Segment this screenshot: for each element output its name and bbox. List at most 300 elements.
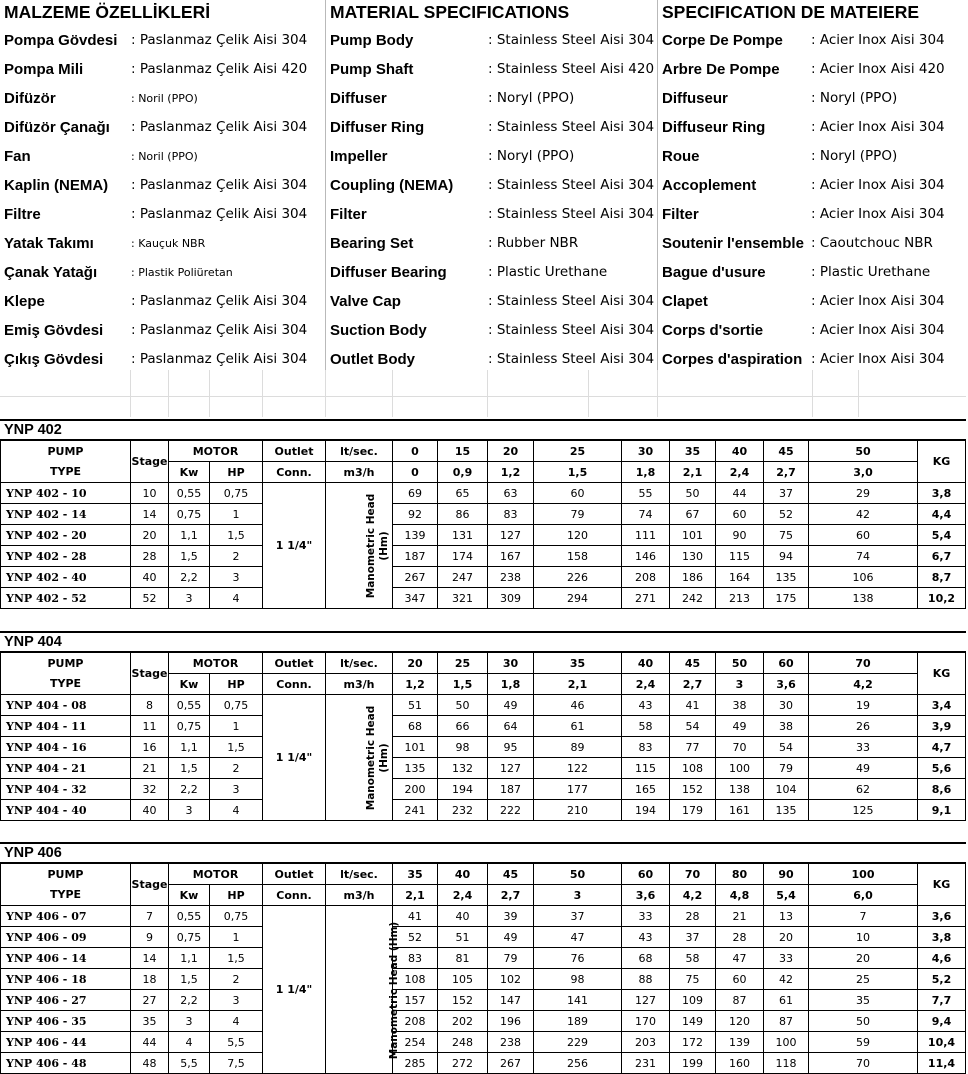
spec-value: : Acier Inox Aisi 304	[811, 177, 945, 193]
head-value: 87	[764, 1011, 809, 1032]
flow-m3h: 2,4	[438, 885, 488, 906]
head-value: 127	[488, 525, 534, 546]
head-value: 170	[622, 1011, 670, 1032]
head-value: 37	[534, 906, 622, 927]
head-value: 179	[670, 800, 716, 821]
pump-type	[1, 695, 131, 716]
manometric-head-label	[326, 483, 393, 609]
flow-m3h: 6,0	[809, 885, 918, 906]
spec-row-fr	[658, 84, 968, 113]
head-value: 60	[809, 525, 918, 546]
spec-label: Corpe De Pompe	[662, 32, 783, 49]
head-value: 69	[393, 483, 438, 504]
head-value: 139	[393, 525, 438, 546]
head-value: 50	[809, 1011, 918, 1032]
pump-model: YNP 402 - 52	[6, 591, 87, 605]
head-value: 54	[764, 737, 809, 758]
flow-m3h: 4,2	[670, 885, 716, 906]
head-value: 267	[488, 1053, 534, 1074]
head-value: 186	[670, 567, 716, 588]
spec-value: : Paslanmaz Çelik Aisi 304	[131, 351, 308, 367]
head-value: 254	[393, 1032, 438, 1053]
header-m3h: m3/h	[326, 674, 393, 695]
motor-kw: 0,55	[169, 906, 210, 927]
pump-model: YNP 402 - 28	[6, 549, 87, 563]
head-value: 203	[622, 1032, 670, 1053]
head-value: 38	[716, 695, 764, 716]
grid-line	[392, 370, 393, 417]
head-value: 187	[393, 546, 438, 567]
table-row	[1, 948, 966, 969]
flow-m3h: 0	[393, 462, 438, 483]
header-type: TYPE	[1, 674, 131, 695]
spec-row-tr	[0, 200, 310, 229]
head-value: 165	[622, 779, 670, 800]
head-value: 238	[488, 1032, 534, 1053]
spec-value: : Plastic Urethane	[811, 264, 931, 280]
head-value: 13	[764, 906, 809, 927]
spec-value: : Paslanmaz Çelik Aisi 304	[131, 32, 308, 48]
spec-label: Filtre	[4, 206, 41, 223]
spec-value: : Acier Inox Aisi 304	[811, 32, 945, 48]
spec-label: Arbre De Pompe	[662, 61, 780, 78]
spec-row-fr	[658, 26, 968, 55]
spec-row-en	[326, 200, 655, 229]
head-value: 222	[488, 800, 534, 821]
table-row	[1, 716, 966, 737]
head-value: 242	[670, 588, 716, 609]
flow-m3h: 4,8	[716, 885, 764, 906]
head-value: 152	[670, 779, 716, 800]
weight-kg: 10,2	[918, 588, 966, 609]
weight-kg: 5,6	[918, 758, 966, 779]
spec-value: : Stainless Steel Aisi 304	[488, 32, 655, 48]
head-label: Manometric Head	[365, 705, 378, 810]
stage-count: 21	[131, 758, 169, 779]
weight-kg: 3,8	[918, 927, 966, 948]
spec-value: : Noril (PPO)	[131, 150, 198, 163]
head-value: 247	[438, 567, 488, 588]
head-value: 108	[670, 758, 716, 779]
head-value: 19	[809, 695, 918, 716]
motor-hp: 3	[210, 990, 263, 1011]
head-value: 74	[809, 546, 918, 567]
head-value: 29	[809, 483, 918, 504]
spec-label: Accoplement	[662, 177, 757, 194]
motor-kw: 2,2	[169, 990, 210, 1011]
head-value: 127	[488, 758, 534, 779]
head-value: 77	[670, 737, 716, 758]
header-lt-sec: lt/sec.	[326, 864, 393, 885]
flow-lt-sec: 20	[393, 653, 438, 674]
empty-grid-area	[0, 370, 966, 417]
head-value: 226	[534, 567, 622, 588]
flow-m3h: 1,2	[393, 674, 438, 695]
stage-count: 8	[131, 695, 169, 716]
head-value: 232	[438, 800, 488, 821]
motor-hp: 1,5	[210, 737, 263, 758]
pump-type	[1, 567, 131, 588]
head-value: 40	[438, 906, 488, 927]
weight-kg: 5,4	[918, 525, 966, 546]
motor-kw: 0,75	[169, 504, 210, 525]
flow-m3h: 3,6	[622, 885, 670, 906]
header-stage: Stage	[131, 653, 169, 695]
spec-value: : Stainless Steel Aisi 304	[488, 293, 655, 309]
head-value: 158	[534, 546, 622, 567]
spec-label: Roue	[662, 148, 700, 165]
pump-model: YNP 402 - 14	[6, 507, 87, 521]
spec-value: : Kauçuk NBR	[131, 237, 206, 250]
flow-m3h: 1,2	[488, 462, 534, 483]
stage-count: 14	[131, 504, 169, 525]
pump-type	[1, 758, 131, 779]
head-value: 347	[393, 588, 438, 609]
manometric-head-label	[326, 906, 401, 1074]
grid-line	[0, 396, 966, 397]
spec-row-fr	[658, 258, 968, 287]
spec-value: : Plastik Poliüretan	[131, 266, 233, 279]
pump-type	[1, 737, 131, 758]
head-value: 33	[764, 948, 809, 969]
stage-count: 27	[131, 990, 169, 1011]
spec-label: Impeller	[330, 148, 388, 165]
flow-m3h: 3,6	[764, 674, 809, 695]
spec-row-en	[326, 171, 655, 200]
spec-row-en	[326, 287, 655, 316]
pump-model: YNP 406 - 07	[6, 909, 87, 923]
head-value: 294	[534, 588, 622, 609]
grid-line	[657, 370, 658, 417]
flow-lt-sec: 90	[764, 864, 809, 885]
spec-value: : Acier Inox Aisi 304	[811, 119, 945, 135]
head-value: 83	[622, 737, 670, 758]
spec-heading-en: MATERIAL SPECIFICATIONS	[330, 2, 570, 22]
head-value: 102	[488, 969, 534, 990]
head-value: 125	[809, 800, 918, 821]
pump-model: YNP 402 - 40	[6, 570, 87, 584]
header-pump: PUMP	[1, 864, 131, 885]
head-value: 20	[764, 927, 809, 948]
header-motor: MOTOR	[169, 653, 263, 674]
head-value: 26	[809, 716, 918, 737]
spec-row-en	[326, 258, 636, 287]
spec-row-en	[326, 84, 636, 113]
spec-row-tr	[0, 26, 310, 55]
stage-count: 18	[131, 969, 169, 990]
head-value: 28	[670, 906, 716, 927]
header-kg: KG	[918, 653, 966, 695]
motor-kw: 3	[169, 800, 210, 821]
flow-m3h: 2,7	[670, 674, 716, 695]
weight-kg: 11,4	[918, 1053, 966, 1074]
pump-type	[1, 779, 131, 800]
head-value: 98	[438, 737, 488, 758]
header-hp: HP	[210, 462, 263, 483]
head-value: 25	[809, 969, 918, 990]
head-value: 20	[809, 948, 918, 969]
spec-heading-fr: SPECIFICATION DE MATEIERE	[662, 2, 920, 22]
spec-value: : Stainless Steel Aisi 420	[488, 61, 655, 77]
motor-kw: 1,5	[169, 969, 210, 990]
flow-m3h: 1,8	[622, 462, 670, 483]
spec-label: Outlet Body	[330, 351, 415, 368]
pump-series-title: YNP 402	[0, 419, 966, 440]
manometric-head-text	[365, 493, 391, 597]
table-row	[1, 758, 966, 779]
flow-m3h: 3	[716, 674, 764, 695]
head-value: 46	[534, 695, 622, 716]
manometric-head-text	[388, 921, 401, 1058]
head-value: 94	[764, 546, 809, 567]
grid-line	[487, 370, 488, 417]
header-type: TYPE	[1, 462, 131, 483]
head-value: 135	[764, 800, 809, 821]
pump-model: YNP 406 - 44	[6, 1035, 87, 1049]
spec-value: : Stainless Steel Aisi 304	[488, 177, 655, 193]
head-value: 79	[764, 758, 809, 779]
flow-m3h: 2,4	[716, 462, 764, 483]
head-value: 101	[393, 737, 438, 758]
head-value: 135	[393, 758, 438, 779]
motor-hp: 3	[210, 567, 263, 588]
spec-row-tr	[0, 171, 310, 200]
head-value: 43	[622, 695, 670, 716]
head-value: 49	[488, 695, 534, 716]
table-row	[1, 969, 966, 990]
head-value: 175	[764, 588, 809, 609]
outlet-conn: 1 1/4"	[263, 695, 326, 821]
head-value: 49	[488, 927, 534, 948]
table-row	[1, 1032, 966, 1053]
spec-value: : Rubber NBR	[488, 235, 579, 251]
head-value: 50	[438, 695, 488, 716]
stage-count: 32	[131, 779, 169, 800]
head-value: 231	[622, 1053, 670, 1074]
head-value: 122	[534, 758, 622, 779]
head-value: 51	[393, 695, 438, 716]
head-value: 37	[670, 927, 716, 948]
table-row	[1, 695, 966, 716]
head-value: 152	[438, 990, 488, 1011]
head-value: 111	[622, 525, 670, 546]
head-value: 42	[809, 504, 918, 525]
weight-kg: 5,2	[918, 969, 966, 990]
head-value: 83	[393, 948, 438, 969]
head-value: 49	[809, 758, 918, 779]
spec-label: Diffuseur Ring	[662, 119, 766, 136]
head-value: 60	[534, 483, 622, 504]
head-value: 241	[393, 800, 438, 821]
flow-lt-sec: 20	[488, 441, 534, 462]
head-value: 54	[670, 716, 716, 737]
motor-hp: 1	[210, 927, 263, 948]
head-value: 58	[670, 948, 716, 969]
spec-value: : Paslanmaz Çelik Aisi 304	[131, 322, 308, 338]
stage-count: 35	[131, 1011, 169, 1032]
grid-line	[812, 370, 813, 417]
head-value: 30	[764, 695, 809, 716]
head-value: 130	[670, 546, 716, 567]
flow-m3h: 4,2	[809, 674, 918, 695]
spec-value: : Paslanmaz Çelik Aisi 304	[131, 119, 308, 135]
head-value: 33	[622, 906, 670, 927]
motor-kw: 0,55	[169, 483, 210, 504]
header-outlet: Outlet	[263, 864, 326, 885]
spec-value: : Paslanmaz Çelik Aisi 304	[131, 206, 308, 222]
stage-count: 16	[131, 737, 169, 758]
head-value: 321	[438, 588, 488, 609]
header-outlet: Outlet	[263, 441, 326, 462]
head-value: 41	[670, 695, 716, 716]
motor-kw: 1,1	[169, 948, 210, 969]
grid-line	[325, 370, 326, 417]
head-value: 68	[393, 716, 438, 737]
head-value: 285	[393, 1053, 438, 1074]
spec-label: Diffuseur	[662, 90, 728, 107]
outlet-conn: 1 1/4"	[263, 906, 326, 1074]
motor-hp: 0,75	[210, 695, 263, 716]
head-value: 120	[716, 1011, 764, 1032]
header-m3h: m3/h	[326, 885, 393, 906]
head-value: 100	[716, 758, 764, 779]
head-value: 267	[393, 567, 438, 588]
spec-value: : Noril (PPO)	[131, 92, 198, 105]
spec-label: Diffuser Bearing	[330, 264, 447, 281]
header-hp: HP	[210, 885, 263, 906]
flow-m3h: 1,5	[438, 674, 488, 695]
spec-row-en	[326, 316, 655, 345]
header-kw: Kw	[169, 674, 210, 695]
head-label: Manometric Head	[365, 493, 378, 598]
head-value: 115	[716, 546, 764, 567]
grid-line	[262, 370, 263, 417]
pump-type	[1, 969, 131, 990]
head-value: 256	[534, 1053, 622, 1074]
pump-series-title: YNP 404	[0, 631, 966, 652]
stage-count: 9	[131, 927, 169, 948]
head-value: 59	[809, 1032, 918, 1053]
head-value: 49	[716, 716, 764, 737]
flow-lt-sec: 35	[534, 653, 622, 674]
spec-row-en	[326, 26, 655, 55]
head-value: 164	[716, 567, 764, 588]
head-value: 100	[764, 1032, 809, 1053]
spec-label: Pompa Mili	[4, 61, 84, 78]
stage-count: 7	[131, 906, 169, 927]
head-label: Manometric Head (Hm)	[388, 921, 401, 1059]
outlet-conn: 1 1/4"	[263, 483, 326, 609]
pump-type	[1, 504, 131, 525]
spec-value: : Stainless Steel Aisi 304	[488, 119, 655, 135]
spec-label: Filter	[330, 206, 367, 223]
head-value: 75	[670, 969, 716, 990]
flow-lt-sec: 45	[488, 864, 534, 885]
table-row	[1, 906, 966, 927]
flow-lt-sec: 70	[670, 864, 716, 885]
motor-kw: 1,1	[169, 525, 210, 546]
flow-lt-sec: 0	[393, 441, 438, 462]
head-value: 67	[670, 504, 716, 525]
spec-value: : Stainless Steel Aisi 304	[488, 322, 655, 338]
head-value: 81	[438, 948, 488, 969]
flow-m3h: 2,7	[764, 462, 809, 483]
motor-kw: 1,5	[169, 546, 210, 567]
pump-model: YNP 406 - 35	[6, 1014, 87, 1028]
spec-row-tr	[0, 113, 310, 142]
header-pump: PUMP	[1, 653, 131, 674]
head-value: 89	[534, 737, 622, 758]
head-value: 35	[809, 990, 918, 1011]
grid-line	[588, 370, 589, 417]
flow-m3h: 3	[534, 885, 622, 906]
flow-m3h: 2,7	[488, 885, 534, 906]
spec-value: : Paslanmaz Çelik Aisi 420	[131, 61, 308, 77]
header-lt-sec: lt/sec.	[326, 653, 393, 674]
head-value: 229	[534, 1032, 622, 1053]
head-value: 41	[393, 906, 438, 927]
spec-value: : Acier Inox Aisi 304	[811, 351, 945, 367]
pump-type	[1, 1011, 131, 1032]
flow-lt-sec: 60	[622, 864, 670, 885]
pump-type	[1, 990, 131, 1011]
motor-kw: 0,55	[169, 695, 210, 716]
table-row	[1, 546, 966, 567]
head-value: 208	[393, 1011, 438, 1032]
weight-kg: 6,7	[918, 546, 966, 567]
spec-label: Çanak Yatağı	[4, 264, 98, 281]
header-motor: MOTOR	[169, 441, 263, 462]
weight-kg: 10,4	[918, 1032, 966, 1053]
spec-label: Difüzör	[4, 90, 56, 107]
flow-lt-sec: 60	[764, 653, 809, 674]
head-value: 248	[438, 1032, 488, 1053]
head-value: 160	[716, 1053, 764, 1074]
motor-kw: 2,2	[169, 779, 210, 800]
spec-label: Soutenir l'ensemble	[662, 235, 804, 252]
spec-label: Fan	[4, 148, 31, 165]
head-value: 10	[809, 927, 918, 948]
head-value: 149	[670, 1011, 716, 1032]
table-row	[1, 779, 966, 800]
flow-m3h: 1,5	[534, 462, 622, 483]
spec-label: Valve Cap	[330, 293, 401, 310]
pump-model: YNP 406 - 14	[6, 951, 87, 965]
spec-value: : Acier Inox Aisi 304	[811, 293, 945, 309]
pump-model: YNP 404 - 40	[6, 803, 87, 817]
flow-lt-sec: 50	[809, 441, 918, 462]
head-value: 50	[670, 483, 716, 504]
motor-hp: 2	[210, 969, 263, 990]
head-value: 28	[716, 927, 764, 948]
pump-model: YNP 406 - 48	[6, 1056, 87, 1070]
weight-kg: 9,1	[918, 800, 966, 821]
flow-lt-sec: 35	[670, 441, 716, 462]
pump-model: YNP 406 - 27	[6, 993, 87, 1007]
weight-kg: 4,4	[918, 504, 966, 525]
spec-value: : Noryl (PPO)	[488, 90, 575, 106]
motor-hp: 1	[210, 716, 263, 737]
flow-lt-sec: 80	[716, 864, 764, 885]
motor-hp: 2	[210, 546, 263, 567]
motor-kw: 3	[169, 1011, 210, 1032]
material-specifications	[0, 0, 966, 370]
pump-type	[1, 483, 131, 504]
spec-heading-tr: MALZEME ÖZELLİKLERİ	[4, 2, 211, 22]
motor-kw: 0,75	[169, 927, 210, 948]
spec-row-fr	[658, 200, 968, 229]
weight-kg: 8,6	[918, 779, 966, 800]
